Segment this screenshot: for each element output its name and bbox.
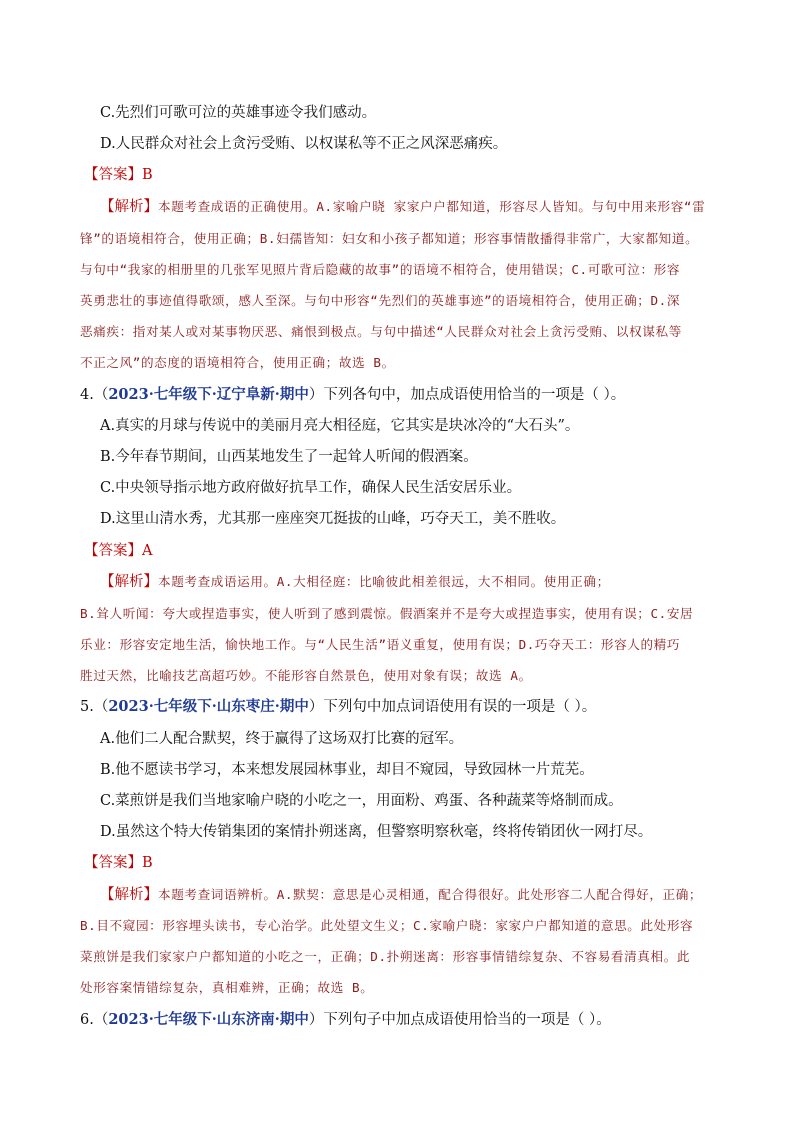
q4-explanation-line-3: 乐业：形容安定地生活，愉快地工作。与“人民生活”语义重复，使用有误；D.巧夺天工：形容人的精巧 [80,637,681,652]
q5-explanation-line-4: 处形容案情错综复杂，真相难辨，正确；故选 B。 [80,980,374,995]
q5-option-b: B.他不愿读书学习，本来想发展园林事业，却目不窥园，导致园林一片荒芜。 [100,762,594,778]
q3-explanation-line-4: 英勇悲壮的事迹值得歌颂，感人至深。与句中形容“先烈们的英雄事迹”的语境相符合，使用正确；D.深 [80,293,681,308]
q3-option-d: D.人民群众对社会上贪污受贿、以权谋私等不正之风深恶痛疾。 [100,136,508,152]
q4-stem: 4.（2023·七年级下·辽宁阜新·期中）下列各句中，加点成语使用恰当的一项是（ ）。 [80,386,626,403]
q5-option-d: D.虽然这个特大传销集团的案情扑朔迷离，但警察明察秋毫，终将传销团伙一网打尽。 [100,824,653,840]
q3-answer [84,165,714,185]
q4-explanation-line-1: 【解析】本题考查成语运用。A.大相径庭：比喻彼此相差很远，大不相同。使用正确； [100,574,610,590]
q5-stem: 5.（2023·七年级下·山东枣庄·期中）下列句中加点词语使用有误的一项是（ ）。 [80,698,597,715]
explanation-label: 【解析】 [100,574,158,590]
q4-explanation-line-2: B.耸人听闻：夸大或捏造事实，使人听到了感到震惊。假酒案并不是夸大或捏造事实，使用有误；C.安居 [80,606,694,621]
answer-value: A [142,543,153,559]
q5-answer [84,853,714,873]
explanation-label: 【解析】 [100,199,158,215]
q4-option-c: C.中央领导指示地方政府做好抗旱工作，确保人民生活安居乐业。 [100,480,522,496]
q5-option-a: A.他们二人配合默契，终于赢得了这场双打比赛的冠军。 [100,731,464,747]
q3-explanation-line-1: 【解析】本题考查成语的正确使用。A.家喻户晓 家家户户都知道，形容尽人皆知。与句中用来形容“雷 [100,199,706,215]
q5-option-c: C.菜煎饼是我们当地家喻户晓的小吃之一，用面粉、鸡蛋、各种蔬菜等烙制而成。 [100,793,623,809]
q4-answer [84,541,714,561]
q4-option-a: A.真实的月球与传说中的美丽月亮大相径庭，它其实是块冰冷的“大石头”。 [100,418,580,434]
q3-explanation-line-5: 恶痛疾：指对某人或对某事物厌恶、痛恨到极点。与句中描述“人民群众对社会上贪污受贿、以权谋私等 [80,324,682,339]
q4-option-b: B.今年春节期间，山西某地发生了一起耸人听闻的假酒案。 [100,449,478,465]
answer-value: B [142,855,153,871]
q4-explanation-line-4: 胜过天然，比喻技艺高超巧妙。不能形容自然景色，使用对象有误；故选 A。 [80,668,532,683]
explanation-label: 【解析】 [100,887,158,903]
q5-source: 2023·七年级下·山东枣庄·期中 [108,698,309,715]
q3-explanation-line-6: 不正之风”的态度的语境相符合，使用正确；故选 B。 [80,355,395,370]
answer-value: B [142,167,153,183]
q3-option-c: C.先烈们可歌可泣的英雄事迹令我们感动。 [100,105,377,121]
answer-label: 【答案】 [84,167,142,183]
q3-explanation-line-2: 锋”的语境相符合，使用正确；B.妇孺皆知：妇女和小孩子都知道；形容事情散播得非常广，大家都知道。 [80,231,699,246]
answer-label: 【答案】 [84,855,142,871]
q6-stem: 6.（2023·七年级下·山东济南·期中）下列句子中加点成语使用恰当的一项是（ ）。 [80,1011,611,1028]
q5-explanation-line-3: 菜煎饼是我们家家户户都知道的小吃之一，正确；D.扑朔迷离：形容事情错综复杂、不容易看清真相。此 [80,949,691,964]
q6-source: 2023·七年级下·山东济南·期中 [108,1011,309,1028]
answer-label: 【答案】 [84,543,142,559]
q5-explanation-line-2: B.目不窥园：形容埋头读书，专心治学。此处望文生义；C.家喻户晓：家家户户都知道的意思。此处形容 [80,918,694,933]
q3-explanation-line-3: 与句中“我家的相册里的几张军见照片背后隐藏的故事”的语境不相符合，使用错误；C.可歌可泣：形容 [80,262,681,277]
q4-source: 2023·七年级下·辽宁阜新·期中 [108,386,309,403]
q4-option-d: D.这里山清水秀，尤其那一座座突兀挺拔的山峰，巧夺天工，美不胜收。 [100,511,566,527]
q5-explanation-line-1: 【解析】本题考查词语辨析。A.默契：意思是心灵相通，配合得很好。此处形容二人配合得好，正确； [100,887,703,903]
